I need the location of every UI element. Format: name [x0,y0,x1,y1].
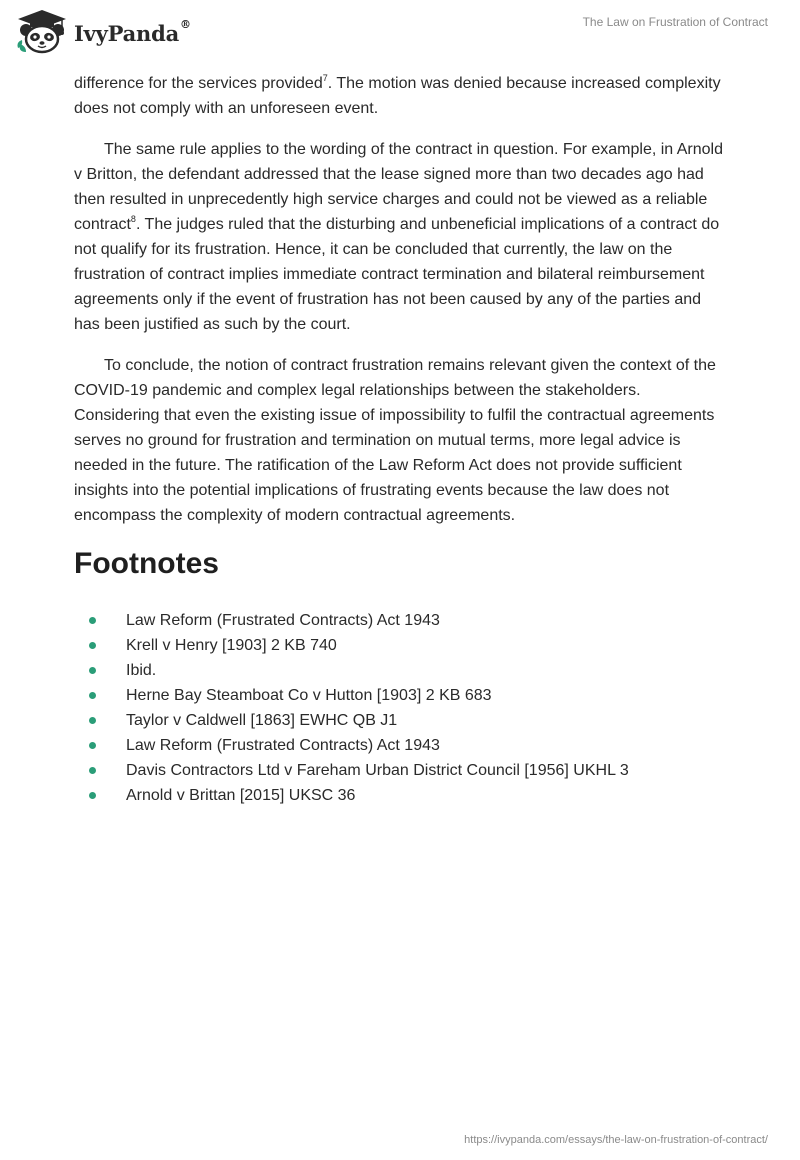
paragraph-2: The same rule applies to the wording of the contract in question. For example, in Arnold v Britton, the defendant addressed that the lease signed more than two decades ago had then resulted in unprecedently high service charges and could not be viewed as a reliable contract$^8$. The judges ruled that the disturbing and unbeneficial implications of a contract do not qualify for its frustration. Hence, it can be concluded that currently, the law on the frustration of contract implies immediate contract termination and bilateral reimbursement agreements only if the event of frustration has not been caused by any of the parties and has been justified as such by the court. [74,141,724,333]
bullet-dot-icon [89,617,96,624]
footnote-item: Law Reform (Frustrated Contracts) Act 1943 [74,733,726,758]
footnotes-list [74,608,726,808]
footnote-ref-8[interactable]: 8 [130,213,136,224]
footnote-ref-7[interactable]: 7 [322,72,328,83]
bullet-dot-icon [89,742,96,749]
footnote-item: Ibid. [74,658,726,683]
paragraph-3: To conclude, the notion of contract frustration remains relevant given the context of the COVID-19 pandemic and complex legal relationships between the stakeholders. Considering that even the existing issue of impossibility to fulfil the contractual agreements serves no ground for frustration and termination on mutual terms, more legal advice is needed in the future. The ratification of the Law Reform Act does not provide sufficient insights into the potential implications of frustrating events because the law does not encompass the complexity of modern contractual agreements. [74,357,716,524]
footnotes-heading: Footnotes [74,547,219,580]
footnote-item: Herne Bay Steamboat Co v Hutton [1903] 2 KB 683 [74,683,726,708]
footnote-item: Davis Contractors Ltd v Fareham Urban District Council [1956] UKHL 3 [74,758,726,783]
paragraph-1: difference for the services provided$^7$. The motion was denied because increased complexity does not comply with an unforeseen event. [74,72,721,117]
footnote-item: Krell v Henry [1903] 2 KB 740 [74,633,726,658]
page-header [0,0,800,64]
bullet-dot-icon [89,767,96,774]
brand-name: IvyPanda® [74,17,191,46]
ivypanda-logo[interactable] [16,8,191,54]
bullet-dot-icon [89,792,96,799]
bullet-dot-icon [89,692,96,699]
bullet-dot-icon [89,667,96,674]
registered-mark: ® [180,17,191,31]
bullet-dot-icon [89,642,96,649]
footnote-item: Law Reform (Frustrated Contracts) Act 1943 [74,608,726,633]
footnote-item: Arnold v Brittan [2015] UKSC 36 [74,783,726,808]
essay-content [74,71,726,808]
footnote-item: Taylor v Caldwell [1863] EWHC QB J1 [74,708,726,733]
panda-graduation-cap-icon [16,8,68,54]
bullet-dot-icon [89,717,96,724]
source-url-link[interactable]: https://ivypanda.com/essays/the-law-on-frustration-of-contract/ [464,1134,768,1146]
document-title: The Law on Frustration of Contract [582,15,768,29]
